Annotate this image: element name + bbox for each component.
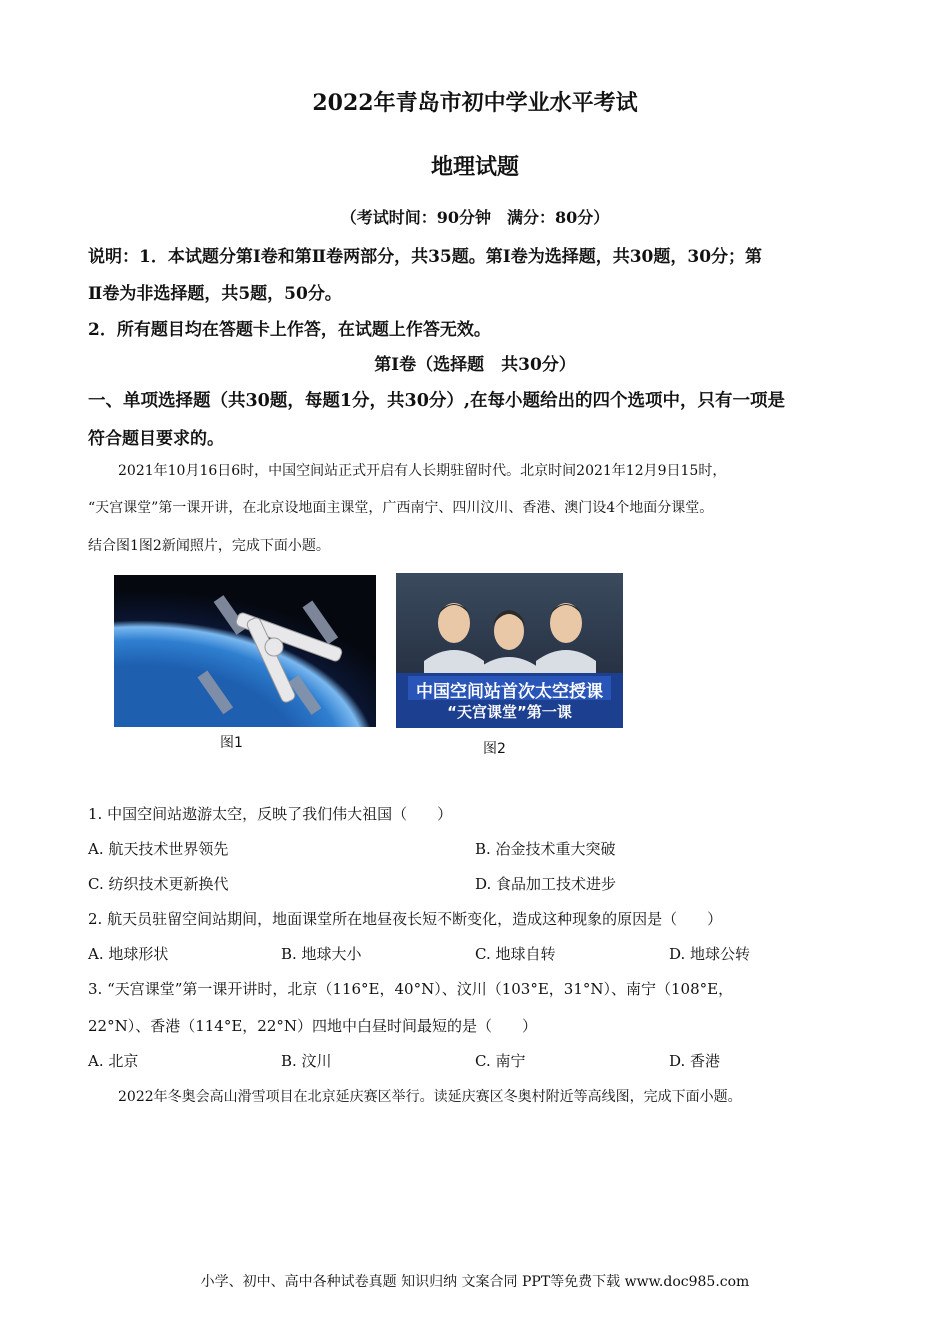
page-footer: 小学、初中、高中各种试卷真题 知识归纳 文案合同 PPT等免费下载 www.doc985.com (200, 1274, 750, 1290)
instruction-line-3: 2．所有题目均在答题卡上作答，在试题上作答无效。 (88, 320, 491, 340)
instruction-line-1: 说明：1．本试题分第Ⅰ卷和第Ⅱ卷两部分，共35题。第Ⅰ卷为选择题，共30题，30分；第 (88, 247, 763, 267)
question-3-option-d: D. 香港 (669, 1052, 721, 1070)
passage1-line-2: “天宫课堂”第一课开讲，在北京设地面主课堂，广西南宁、四川汶川、香港、澳门设4个地面分课堂。 (88, 500, 714, 516)
figure-2-caption: 图2 (483, 741, 506, 757)
question-1-option-c: C. 纺织技术更新换代 (88, 875, 229, 893)
question-3-option-a: A. 北京 (88, 1052, 139, 1070)
exam-title: 2022年青岛市初中学业水平考试 (312, 90, 638, 116)
figure-2-astronauts-image (396, 573, 623, 728)
question-3-option-b: B. 汶川 (281, 1052, 332, 1070)
question-2-option-d: D. 地球公转 (669, 945, 751, 963)
question-1-option-b: B. 冶金技术重大突破 (475, 840, 616, 858)
figure-2-banner-line-2: “天宫课堂”第一课 (447, 703, 572, 721)
section-title: 第Ⅰ卷（选择题 共30分） (374, 355, 576, 375)
question-3-option-c: C. 南宁 (475, 1052, 526, 1070)
passage1-line-3: 结合图1图2新闻照片，完成下面小题。 (88, 538, 330, 554)
question-3-stem-line-2: 22°N）、香港（114°E，22°N）四地中白昼时间最短的是（ ） (88, 1017, 538, 1035)
question-2-option-c: C. 地球自转 (475, 945, 556, 963)
figure-1-space-station-image (114, 575, 376, 727)
figure-2-banner-line-1: 中国空间站首次太空授课 (416, 682, 603, 702)
passage1-line-1: 2021年10月16日6时，中国空间站正式开启有人长期驻留时代。北京时间2021年12月9日15时， (118, 463, 727, 479)
passage-2: 2022年冬奥会高山滑雪项目在北京延庆赛区举行。读延庆赛区冬奥村附近等高线图，完成下面小题。 (118, 1089, 742, 1105)
question-2-option-a: A. 地球形状 (88, 945, 169, 963)
question-2-option-b: B. 地球大小 (281, 945, 362, 963)
subject-title: 地理试题 (430, 154, 519, 180)
question-1-option-d: D. 食品加工技术进步 (475, 875, 617, 893)
question-2-stem: 2. 航天员驻留空间站期间，地面课堂所在地昼夜长短不断变化，造成这种现象的原因是（ ） (88, 910, 723, 928)
instruction-line-2: Ⅱ卷为非选择题，共5题，50分。 (88, 284, 342, 304)
figure-1-caption: 图1 (220, 735, 243, 751)
exam-info: （考试时间：90分钟 满分：80分） (340, 208, 610, 227)
question-3-stem-line-1: 3. “天宫课堂”第一课开讲时，北京（116°E，40°N）、汶川（103°E，31°N）、南宁（108°E， (88, 980, 734, 998)
section-heading-line-1: 一、单项选择题（共30题，每题1分，共30分）,在每小题给出的四个选项中，只有一项是 (88, 391, 785, 411)
question-1-option-a: A. 航天技术世界领先 (88, 840, 229, 858)
section-heading-line-2: 符合题目要求的。 (88, 429, 224, 449)
question-1-stem: 1. 中国空间站遨游太空，反映了我们伟大祖国（ ） (88, 805, 453, 823)
